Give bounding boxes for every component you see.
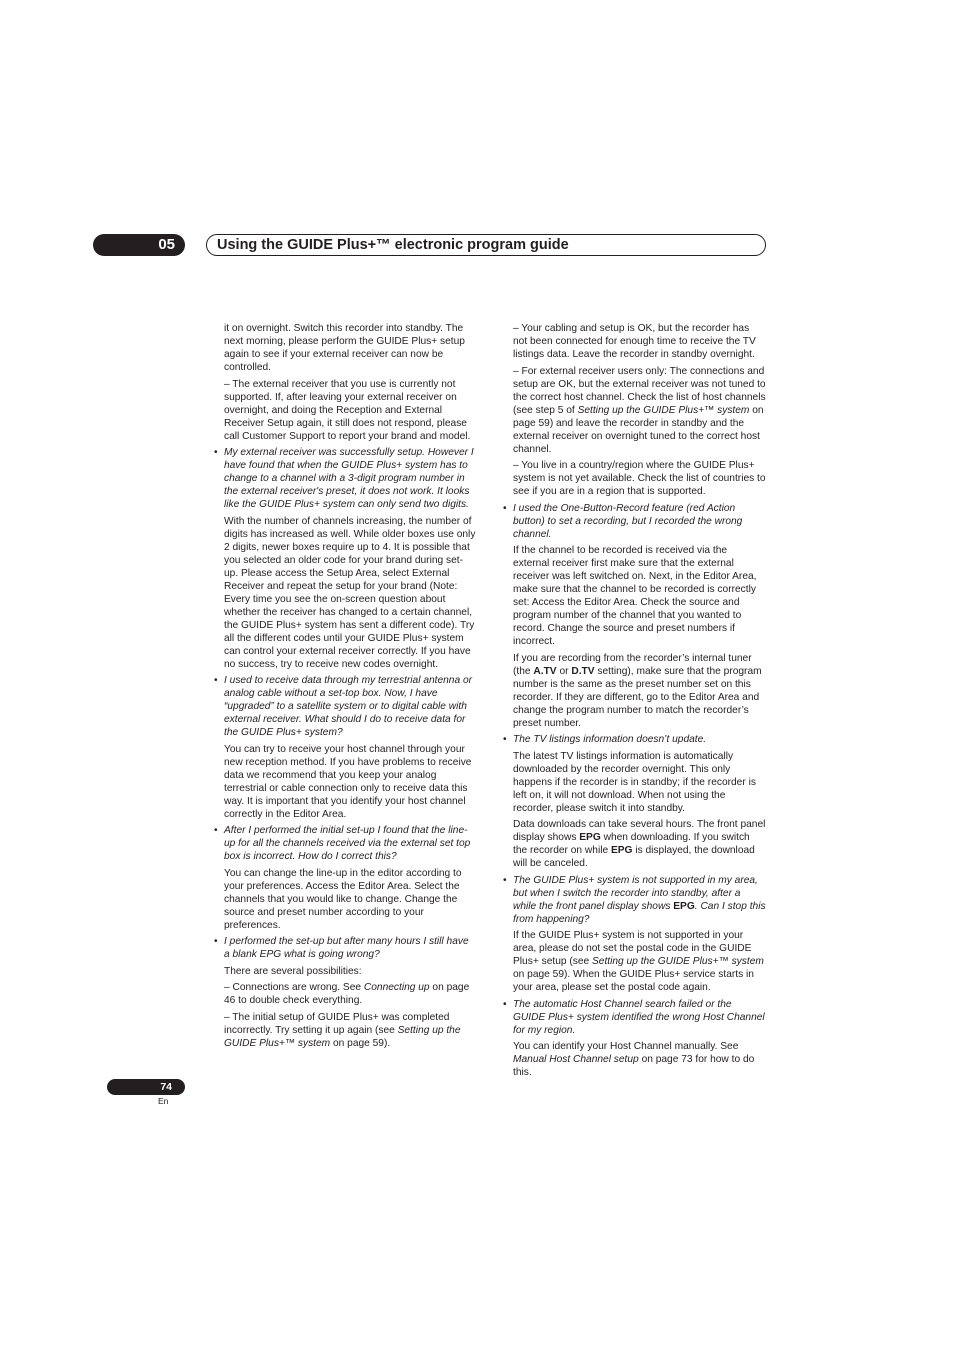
display-indicator: EPG: [579, 832, 601, 843]
chapter-title: Using the GUIDE Plus+™ electronic program guide: [217, 237, 569, 253]
text: – Connections are wrong. See: [224, 982, 364, 993]
question-item: • I used to receive data through my terrestrial antenna or analog cable without a set-top box. Now, I have “upgraded” to a satellite system or to digital cable with external receiver. What should I do to receive data for the GUIDE Plus+ system?: [224, 674, 477, 739]
text: Data downloads can take several hours. The front panel display shows: [513, 819, 766, 843]
button-label: D.TV: [571, 665, 595, 677]
display-indicator: EPG: [610, 845, 633, 856]
text: or: [556, 665, 572, 677]
question-item: • My external receiver was successfully setup. However I have found that when the GUIDE Plus+ system has to change to a channel with a 3-digit program number in the external receiver's preset, it does not work. It looks like the GUIDE Plus+ system can only send two digits.: [224, 446, 477, 511]
paragraph: – You live in a country/region where the GUIDE Plus+ system is not yet available. Check the list of countries to see if you are in a region that is supported.: [513, 460, 766, 497]
cross-reference: Setting up the GUIDE Plus+™ system: [592, 956, 764, 967]
question-item: • I used the One-Button-Record feature (red Action button) to set a recording, but I recorded the wrong channel.: [513, 502, 766, 541]
text: is displayed, the download will be canceled.: [513, 845, 755, 869]
text: If the GUIDE Plus+ system is not supported in your area, please do not set the postal code in the GUIDE Plus+ setup (see: [513, 930, 752, 967]
paragraph: [513, 365, 766, 456]
answer-paragraph: You can change the line-up in the editor according to your preferences. Access the Editor Area. Select the channels that you would like to change. Change the source and preset number according to your preferences.: [224, 867, 462, 931]
cross-reference: Setting up the GUIDE Plus+™ system: [224, 1024, 461, 1049]
chapter-number-badge: 05: [93, 234, 185, 256]
answer-paragraph: [224, 981, 477, 1007]
text: – The initial setup of GUIDE Plus+ was completed incorrectly. Try setting it up again (see: [224, 1011, 450, 1036]
chapter-title-bar: [206, 234, 766, 256]
question-item: • The automatic Host Channel search failed or the GUIDE Plus+ system identified the wrong Host Channel for my region.: [513, 998, 766, 1037]
left-column: [224, 322, 477, 1053]
display-indicator: EPG: [673, 900, 695, 912]
text: on page 73 for how to do this.: [513, 1054, 755, 1078]
answer-paragraph: With the number of channels increasing, the number of digits has increased as well. While older boxes use only 2 digits, newer boxes require up to 4. It is possible that you selected an older code for your brand during set-up. Please access the Setup Area, select External Receiver and repeat the setup for your brand (Note: Every time you see the on-screen question about whether the receiver has changed to a certain channel, the GUIDE Plus+ system has sent a different code). Try all the different codes until your GUIDE Plus+ system can control your external receiver correctly. If you have no success, try to receive new codes overnight.: [224, 515, 476, 670]
answer-paragraph: [513, 818, 766, 870]
text: on page 59) and leave the recorder in standby and the external receiver on overnight tuned to the correct host channel.: [513, 404, 764, 455]
cross-reference: Connecting up: [363, 982, 430, 993]
paragraph: – Your cabling and setup is OK, but the recorder has not been connected for enough time to receive the TV listings data. Leave the recorder in standby overnight.: [513, 323, 756, 360]
page-language: En: [158, 1096, 169, 1106]
answer-paragraph: [224, 1011, 477, 1050]
text: The GUIDE Plus+ system is not supported in my area, but when I switch the recorder into standby, after a while the front panel display shows: [513, 874, 758, 912]
page-number-badge: 74: [107, 1079, 185, 1095]
question-item: • After I performed the initial set-up I found that the line-up for all the channels received via the external set top box is incorrect. How do I correct this?: [224, 824, 477, 863]
answer-paragraph: [513, 652, 766, 730]
text: on page 59).: [330, 1037, 391, 1049]
text: You can identify your Host Channel manually. See: [513, 1041, 739, 1052]
question-item: [513, 874, 766, 926]
answer-paragraph: [513, 929, 766, 994]
answer-paragraph: The latest TV listings information is automatically downloaded by the recorder overnight. This only happens if the recorder is in standby; if the recorder is left on, it will not download. When not using the recorder, please switch it into standby.: [513, 750, 756, 814]
answer-paragraph: You can try to receive your host channel through your new reception method. If you have problems to receive data we recommend that you keep your analog terrestrial or cable connection only to receive data this way. It is important that you identify your host channel correctly in the Editor Area.: [224, 743, 472, 820]
cross-reference: Setting up the GUIDE Plus+™ system: [577, 404, 750, 416]
text: – For external receiver users only: The connections and setup are OK, but the external receiver was not tuned to the correct host channel. Check the list of host channels (see step 5 of: [513, 365, 766, 416]
cross-reference: Manual Host Channel setup: [513, 1054, 639, 1065]
answer-paragraph: If the channel to be recorded is received via the external receiver first make sure that the external receiver was left switched on. Next, in the Editor Area, make sure that the channel to be recorded is correctly set: Access the Editor Area. Check the source and program number of the channel that you wanted to record. Change the source and preset numbers if incorrect.: [513, 545, 757, 647]
text: on page 59). When the GUIDE Plus+ service starts in your area, please set the postal code again.: [513, 969, 754, 993]
button-label: A.TV: [533, 665, 557, 677]
text: on page 46 to double check everything.: [224, 982, 470, 1006]
answer-paragraph: [513, 1040, 766, 1079]
right-column: [513, 322, 766, 1083]
text: If you are recording from the recorder’s internal tuner (the: [513, 652, 752, 677]
question-item: • The TV listings information doesn’t update.: [513, 733, 766, 746]
text: setting), make sure that the program number is the same as the preset number set on this recorder. If they are different, go to the Editor Area and change the program number to match the recorder’s preset number.: [513, 665, 762, 729]
paragraph: it on overnight. Switch this recorder into standby. The next morning, please perform the GUIDE Plus+ setup again to see if your external receiver can now be controlled.: [224, 323, 465, 373]
question-item: • I performed the set-up but after many hours I still have a blank EPG what is going wrong?: [224, 935, 477, 961]
text: when downloading. If you switch the recorder on while: [513, 832, 750, 856]
answer-paragraph: There are several possibilities:: [224, 965, 362, 977]
paragraph: – The external receiver that you use is currently not supported. If, after leaving your external receiver on overnight, and doing the Reception and External Receiver Setup again, it still does not respond, please call Customer Support to report your brand and model.: [224, 378, 471, 442]
text: . Can I stop this from happening?: [513, 900, 766, 925]
